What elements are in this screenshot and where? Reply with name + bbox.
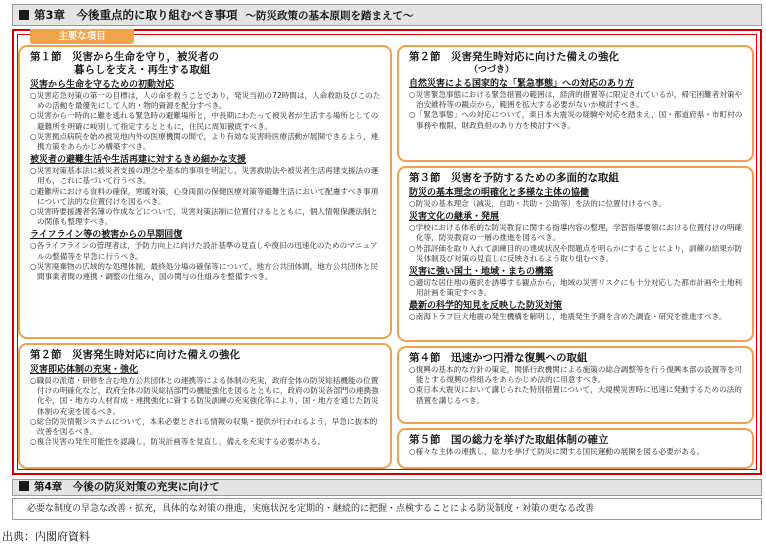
square-bullet-icon <box>19 10 29 20</box>
section-2-continued-heading: 自然災害による国家的な「緊急事態」への対応のあり方 <box>409 79 635 89</box>
section-3-heading-2: 災害文化の継承・発展 <box>409 212 500 223</box>
section-5 <box>397 428 754 469</box>
section-2-continued-label: （つづき） <box>469 65 515 75</box>
list-item: ○様々な主体の連携し，総力を挙げて防災に関する国民運動の展開を図る必要がある。 <box>409 447 705 456</box>
section-1 <box>18 45 392 339</box>
list-item: ○災害から一時的に難を逃れる緊急時の避難場所と，中長期にわたって被災者が生活する場所としての避難所を明確に峻別して指定するとともに，住民に周知徹底すべき。 <box>30 111 379 131</box>
list-item: ○各ライフラインの管理者は，予防力向上に向けた設計基準の見直しや復旧の迅速化のためのマニュアルの整備等を早急に行うべき。 <box>30 241 378 261</box>
list-item: ○適切な居住地の選択を誘導する観点から，地域の災害リスクにも十分対応した都市計画や土地利用計画を策定すべき。 <box>409 278 742 298</box>
chapter3-subtitle: ～防災政策の基本原則を踏まえて～ <box>245 10 414 22</box>
section-2-continued-title: 第２節 災害発生時対応に向けた備えの強化 <box>409 51 619 63</box>
list-item: ○災害応急対策の第一の目標は，人の命を救うことであり，発災当初の72時間は，人命救助及びこのための活動を最優先にして人的・物的資源を配分すべき。 <box>30 91 381 111</box>
section-1-heading-2: 被災者の避難生活や生活再建に対するきめ細かな支援 <box>30 155 247 166</box>
list-item: ○「緊急事態」への対応について，東日本大震災の経験や対応を踏まえ，国・都道府県・市町村の事務や権限，財政負担のあり方を検討すべき。 <box>409 110 743 130</box>
list-item: ○学校における体系的な防災教育に関する指導内容の整理，学習指導要領における位置付けの明確化等，防災教育の一層の推進を図るべき。 <box>409 223 743 243</box>
list-item: ○災害拠点病院を始め被災地内外の医療機関の間で，より有効な災害時医療活動が展開できるよう，連携方策をあらかじめ構築すべき。 <box>30 131 379 152</box>
list-item: ○災害時要援護者名簿の作成などについて，災害対策法制に位置付けるとともに，個人情報保護法制との関係も整理すべき。 <box>30 207 379 227</box>
source-note: 出典：内閣府資料 <box>2 530 90 543</box>
section-3 <box>397 166 754 342</box>
section-1-title: 第１節 災害から生命を守り，被災者の <box>30 51 219 63</box>
list-item: ○災害緊急事態における緊急措置の範囲は，経済的措置等に限定されているが，帰宅困難者対策や治安維持等の観点から，範囲を拡大する必要がないか検討すべき。 <box>409 90 743 110</box>
main-items-tab: 主要な項目 <box>30 29 134 44</box>
section-3-title: 第３節 災害を予防するための多面的な取組 <box>409 172 619 184</box>
list-item: ○東日本大震災において講じられた特別措置について，大規模災害時に迅速に発動するための法的措置を講じるべき。 <box>409 385 742 405</box>
section-3-heading-3: 災害に強い国土・地域・まちの構築 <box>409 267 554 278</box>
list-item: ○復興の基本的な方針の策定，関係行政機関による施策の総合調整等を行う復興本部の設置等を可能とする復興の枠組みをあらかじめ法的に用意すべき。 <box>409 365 743 385</box>
chapter4-title: 第4章 今後の防災対策の充実に向けて <box>34 481 220 493</box>
section-2-continued <box>397 45 754 162</box>
square-bullet-icon <box>19 481 29 491</box>
section-4 <box>397 346 754 424</box>
chapter3-header <box>12 4 762 26</box>
list-item: ○外部評価を取り入れて訓練目的の達成状況や問題点を明らかにすることにより，訓練の結果が防災体制及び対策の見直しに反映されるよう取り組むべき。 <box>409 243 743 263</box>
list-item: ○災害対策基本法に被災者支援の理念や基本的事項を明記し，災害救助法や被災者生活再建支援法の運用も，これに基づいて行うべき。 <box>30 166 379 186</box>
section-3-heading-4: 最新の科学的知見を反映した防災対策 <box>409 301 563 312</box>
section-2-heading: 災害即応体制の充実・強化 <box>30 365 139 375</box>
list-item: ○複合災害の発生可能性を認識し，防災計画等を見直し，備えを充実する必要がある。 <box>30 437 326 447</box>
section-1-heading-3: ライフライン等の被害からの早期回復 <box>30 230 183 241</box>
section-2-title: 第２節 災害発生時対応に向けた備えの強化 <box>30 349 240 361</box>
chapter3-title: 第3章 今後重点的に取り組むべき事項 <box>34 8 238 22</box>
list-item: ○総合防災情報システムについて，本来必要とされる情報の収集・提供が行われるよう，早急に抜本的改善を図るべき。 <box>30 416 378 437</box>
section-5-title: 第５節 国の総力を挙げた取組体制の確立 <box>409 434 609 446</box>
list-item: ○避難所における食料の確保，寒暖対策，心身両面の保健医療対策等避難生活において配慮すべき事項について法的な位置付けを図るべき。 <box>30 186 379 206</box>
list-item: ○職員の派遣・研修を含む地方公共団体との連携等による体制の充実，政府全体の防災総括機能の位置付けの明確化など，政府全体の防災総括部門の機能強化を図るとともに，政府の防災各部門の連携強化や，国・地方の人材育成・連携強化に資する防災訓練の充実強化等により，国・地方を通じた防災体制の充実を図るべき。 <box>30 376 379 416</box>
section-1-heading-1: 災害から生命を守るための初動対応 <box>30 80 175 90</box>
list-item: ○防災の基本理念（減災，自助・共助・公助等）を法的に位置付けるべき。 <box>409 199 666 208</box>
section-2 <box>18 343 392 469</box>
list-item: ○南海トラフ巨大地震の発生機構を解明し，地震発生予測を含めた調査・研究を推進すべき。 <box>409 312 727 322</box>
list-item: ○災害廃棄物の広域的な処理体制，最終処分場の確保等について，地方公共団体間，地方公共団体と民間事業者間の連携・調整の仕組み，国の関与の仕組みを整備すべき。 <box>30 261 379 282</box>
section-3-heading-1: 防災の基本理念の明確化と多様な主体の協働 <box>409 188 590 198</box>
section-4-title: 第４節 迅速かつ円滑な復興への取組 <box>409 352 588 364</box>
chapter4-header <box>12 479 762 496</box>
section-1-title-line2: 暮らしを支え・再生する取組 <box>74 64 211 76</box>
chapter4-body: 必要な制度の早急な改善・拡充，具体的な対策の推進，実施状況を定期的・継続的に把握・点検することによる防災制度・対策の更なる改善 <box>12 498 762 520</box>
